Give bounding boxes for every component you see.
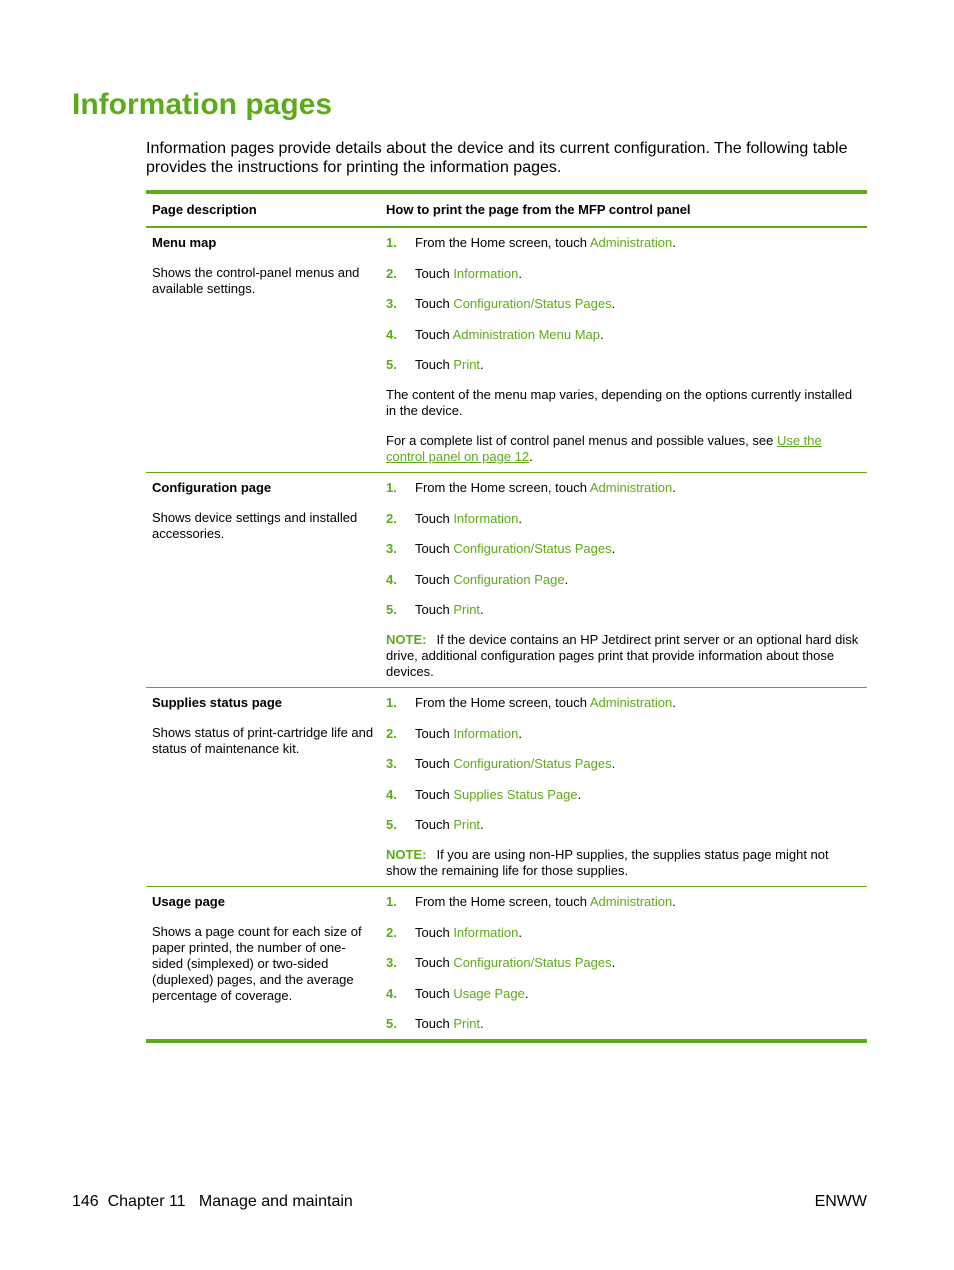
note-label: NOTE: (386, 632, 427, 647)
menu-link-configuration-status-pages: Configuration/Status Pages (453, 296, 612, 311)
step-item: 5. Touch Print. (386, 602, 484, 617)
row-description: Shows a page count for each size of paper printed, the number of one-sided (simplexed) or two-sided (duplexed) pages, and the average percentage of coverage. (152, 924, 362, 1003)
step-item: 1. From the Home screen, touch Administration. (386, 235, 676, 250)
step-number: 2. (386, 265, 397, 281)
info-pages-table (146, 190, 867, 1043)
menu-link-administration: Administration (589, 480, 673, 495)
menu-link-information: Information (453, 924, 519, 940)
menu-link-information: Information (453, 725, 519, 741)
table-row-menu-map (146, 228, 867, 473)
step-list (386, 480, 861, 618)
row-description: Shows status of print-cartridge life and status of maintenance kit. (152, 725, 374, 756)
row-name: Menu map (152, 235, 217, 250)
step-item: 2. Touch Information. (386, 265, 522, 281)
step-number: 2. (386, 510, 397, 526)
step-number: 5. (386, 817, 397, 832)
step-list (386, 235, 861, 373)
step-number: 1. (386, 235, 397, 250)
menu-link-administration-menu-map: Administration Menu Map (452, 326, 600, 342)
menu-link-print: Print (453, 357, 481, 372)
row-description: Shows the control-panel menus and available settings. (152, 265, 360, 296)
step-number: 4. (386, 571, 397, 587)
step-item: 2. Touch Information. (386, 924, 522, 940)
step-item: 1. From the Home screen, touch Administration. (386, 695, 676, 710)
footer-locale: ENWW (814, 1193, 867, 1210)
step-item: 3. Touch Configuration/Status Pages. (386, 756, 616, 771)
step-number: 4. (386, 985, 397, 1001)
step-number: 3. (386, 756, 397, 771)
step-item: 4. Touch Usage Page. (386, 985, 529, 1001)
row-name: Usage page (152, 894, 225, 909)
menu-link-print: Print (453, 1016, 481, 1031)
step-number: 3. (386, 541, 397, 556)
note-label: NOTE: (386, 847, 427, 862)
menu-link-supplies-status-page: Supplies Status Page (453, 786, 578, 802)
table-header (146, 194, 867, 228)
row-name: Configuration page (152, 480, 272, 495)
header-page-description: Page description (152, 202, 257, 217)
page-title: Information pages (72, 88, 333, 121)
menu-link-administration: Administration (589, 894, 673, 909)
row-name: Supplies status page (152, 695, 283, 710)
step-list (386, 695, 861, 833)
step-number: 4. (386, 326, 397, 342)
table-row-configuration-page (146, 473, 867, 688)
step-number: 5. (386, 1016, 397, 1031)
note-text: If you are using non-HP supplies, the supplies status page might not show the remaining life for those supplies. (386, 847, 829, 878)
step-number: 1. (386, 894, 397, 909)
step-item: 5. Touch Print. (386, 357, 484, 372)
menu-link-configuration-status-pages: Configuration/Status Pages (453, 541, 612, 556)
menu-link-administration: Administration (589, 695, 673, 710)
intro-paragraph: Information pages provide details about the device and its current configuration. The following table provides the instructions for printing the information pages. (146, 140, 848, 176)
step-item: 3. Touch Configuration/Status Pages. (386, 296, 616, 311)
page-number: 146 (72, 1193, 99, 1210)
menu-link-information: Information (453, 265, 519, 281)
chapter-label: Chapter 11 (107, 1193, 186, 1210)
step-item: 2. Touch Information. (386, 510, 522, 526)
step-item: 4. Touch Configuration Page. (386, 571, 569, 587)
menu-link-configuration-status-pages: Configuration/Status Pages (453, 955, 612, 970)
step-item: 1. From the Home screen, touch Administration. (386, 480, 676, 495)
step-number: 3. (386, 955, 397, 970)
menu-link-usage-page: Usage Page (453, 985, 525, 1001)
step-item: 5. Touch Print. (386, 817, 484, 832)
step-number: 1. (386, 480, 397, 495)
menu-link-print: Print (453, 602, 481, 617)
section-label: Manage and maintain (198, 1193, 353, 1210)
step-number: 4. (386, 786, 397, 802)
menu-link-administration: Administration (589, 235, 673, 250)
note-paragraph (386, 847, 861, 879)
step-item: 5. Touch Print. (386, 1016, 484, 1031)
control-panel-reference-paragraph: For a complete list of control panel menus and possible values, see Use the control panel on page 12. (386, 433, 822, 464)
step-item: 4. Touch Administration Menu Map. (386, 326, 604, 342)
header-how-to-print: How to print the page from the MFP control panel (386, 202, 691, 217)
menu-link-print: Print (453, 817, 481, 832)
step-number: 2. (386, 725, 397, 741)
use-control-panel-link[interactable]: Use the control panel on page 12 (386, 433, 822, 464)
step-item: 4. Touch Supplies Status Page. (386, 786, 582, 802)
table-row-usage-page (146, 887, 867, 1039)
step-number: 5. (386, 602, 397, 617)
table-row-supplies-status-page (146, 688, 867, 887)
step-item: 3. Touch Configuration/Status Pages. (386, 955, 616, 970)
step-number: 2. (386, 924, 397, 940)
step-number: 5. (386, 357, 397, 372)
step-item: 1. From the Home screen, touch Administration. (386, 894, 676, 909)
page-footer (72, 1193, 353, 1211)
menu-link-configuration-status-pages: Configuration/Status Pages (453, 756, 612, 771)
row-description: Shows device settings and installed accessories. (152, 510, 358, 541)
menu-link-configuration-page: Configuration Page (453, 571, 565, 587)
step-item: 2. Touch Information. (386, 725, 522, 741)
step-number: 3. (386, 296, 397, 311)
step-list (386, 894, 861, 1032)
note-paragraph (386, 632, 861, 680)
note-text: If the device contains an HP Jetdirect print server or an optional hard disk drive, additional configuration pages print that provide information about those devices. (386, 632, 859, 679)
step-item: 3. Touch Configuration/Status Pages. (386, 541, 616, 556)
menu-link-information: Information (453, 510, 519, 526)
step-number: 1. (386, 695, 397, 710)
menu-map-note-paragraph: The content of the menu map varies, depending on the options currently installed in the device. (386, 387, 853, 418)
